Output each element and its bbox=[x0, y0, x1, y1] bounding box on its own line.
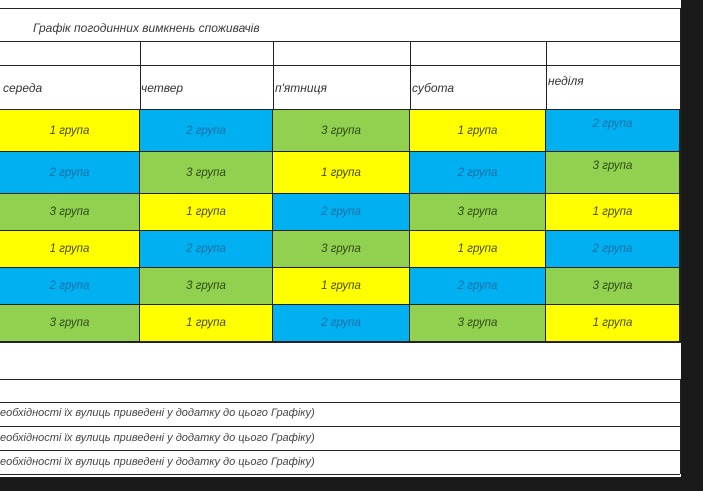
group-label: 3 група bbox=[49, 317, 90, 329]
group-label: 2 група bbox=[321, 317, 361, 329]
schedule-cell bbox=[273, 231, 410, 268]
schedule-cell bbox=[140, 110, 273, 152]
schedule-cell bbox=[140, 194, 273, 231]
schedule-cell bbox=[273, 152, 410, 194]
group-label: 3 група bbox=[592, 280, 633, 292]
day-header-thursday: четвер bbox=[141, 81, 184, 95]
schedule-cell bbox=[273, 110, 410, 152]
schedule-cell bbox=[140, 305, 273, 342]
group-label: 2 група bbox=[186, 124, 226, 137]
note-line: еобхідності їх вулиць приведені у додатку до цього Графіку) bbox=[0, 456, 315, 468]
group-label: 1 група bbox=[321, 166, 361, 179]
schedule-cell bbox=[140, 152, 273, 194]
group-label: 2 група bbox=[592, 118, 633, 130]
schedule-cell bbox=[410, 152, 546, 194]
grid-line-horizontal bbox=[0, 450, 680, 451]
schedule-cell bbox=[0, 268, 140, 305]
schedule-cell bbox=[273, 268, 410, 305]
grid-line-horizontal bbox=[0, 474, 680, 475]
day-header-sunday: неділя bbox=[548, 74, 584, 88]
group-label: 1 група bbox=[457, 243, 498, 255]
day-header-friday: п'ятниця bbox=[275, 81, 327, 95]
group-label: 3 група bbox=[321, 243, 361, 255]
schedule-cell bbox=[410, 110, 546, 152]
group-label: 2 група bbox=[49, 280, 90, 292]
schedule-cell bbox=[273, 194, 410, 231]
schedule-cell bbox=[410, 268, 546, 305]
schedule-cell bbox=[546, 110, 680, 152]
day-header-wednesday: середа bbox=[3, 81, 43, 95]
group-label: 1 група bbox=[186, 317, 226, 329]
schedule-cell bbox=[410, 194, 546, 231]
group-label: 1 група bbox=[49, 243, 90, 255]
note-line: еобхідності їх вулиць приведені у додатку до цього Графіку) bbox=[0, 407, 315, 419]
schedule-title: Графік погодинних вимкнень споживачів bbox=[33, 21, 260, 35]
schedule-cell bbox=[0, 194, 140, 231]
day-header-saturday: субота bbox=[412, 81, 455, 95]
grid-line-vertical bbox=[680, 379, 681, 474]
group-label: 2 група bbox=[457, 280, 498, 292]
schedule-cell bbox=[546, 268, 680, 305]
grid-line-horizontal bbox=[0, 8, 680, 9]
schedule-cell bbox=[273, 305, 410, 342]
schedule-cell bbox=[0, 110, 140, 152]
group-label: 1 група bbox=[592, 206, 633, 218]
group-label: 3 група bbox=[457, 206, 498, 218]
schedule-cell bbox=[0, 231, 140, 268]
schedule-cell bbox=[546, 152, 680, 194]
grid-line-vertical bbox=[546, 41, 547, 109]
group-label: 1 група bbox=[186, 206, 226, 218]
group-label: 3 група bbox=[186, 166, 226, 179]
grid-line-vertical bbox=[410, 41, 411, 109]
grid-line-vertical bbox=[140, 41, 141, 109]
grid-line-horizontal bbox=[0, 402, 680, 403]
schedule-cell bbox=[410, 231, 546, 268]
group-label: 2 група bbox=[49, 166, 90, 179]
group-label: 3 група bbox=[592, 160, 633, 172]
schedule-cell bbox=[140, 268, 273, 305]
schedule-cell bbox=[410, 305, 546, 342]
grid-line-vertical bbox=[273, 41, 274, 109]
schedule-cell bbox=[0, 305, 140, 342]
group-label: 2 група bbox=[186, 243, 226, 255]
grid-line-horizontal bbox=[0, 342, 680, 343]
group-label: 3 група bbox=[49, 206, 90, 218]
group-label: 1 група bbox=[321, 280, 361, 292]
group-label: 2 група bbox=[321, 206, 361, 218]
grid-line-vertical bbox=[680, 8, 681, 343]
group-label: 1 група bbox=[457, 124, 498, 137]
schedule-cell bbox=[546, 194, 680, 231]
schedule-cell bbox=[140, 231, 273, 268]
group-label: 1 група bbox=[592, 317, 633, 329]
group-label: 3 група bbox=[457, 317, 498, 329]
group-label: 2 група bbox=[457, 166, 498, 179]
group-label: 3 група bbox=[321, 124, 361, 137]
note-line: еобхідності їх вулиць приведені у додатку до цього Графіку) bbox=[0, 432, 315, 444]
schedule-cell bbox=[546, 231, 680, 268]
grid-line-horizontal bbox=[0, 379, 680, 380]
schedule-cell bbox=[0, 152, 140, 194]
group-label: 3 група bbox=[186, 280, 226, 292]
schedule-cell bbox=[546, 305, 680, 342]
grid-line-horizontal bbox=[0, 426, 680, 427]
group-label: 2 група bbox=[592, 243, 633, 255]
group-label: 1 група bbox=[49, 124, 90, 137]
grid-line-horizontal bbox=[0, 65, 680, 66]
grid-line-horizontal bbox=[0, 41, 680, 42]
